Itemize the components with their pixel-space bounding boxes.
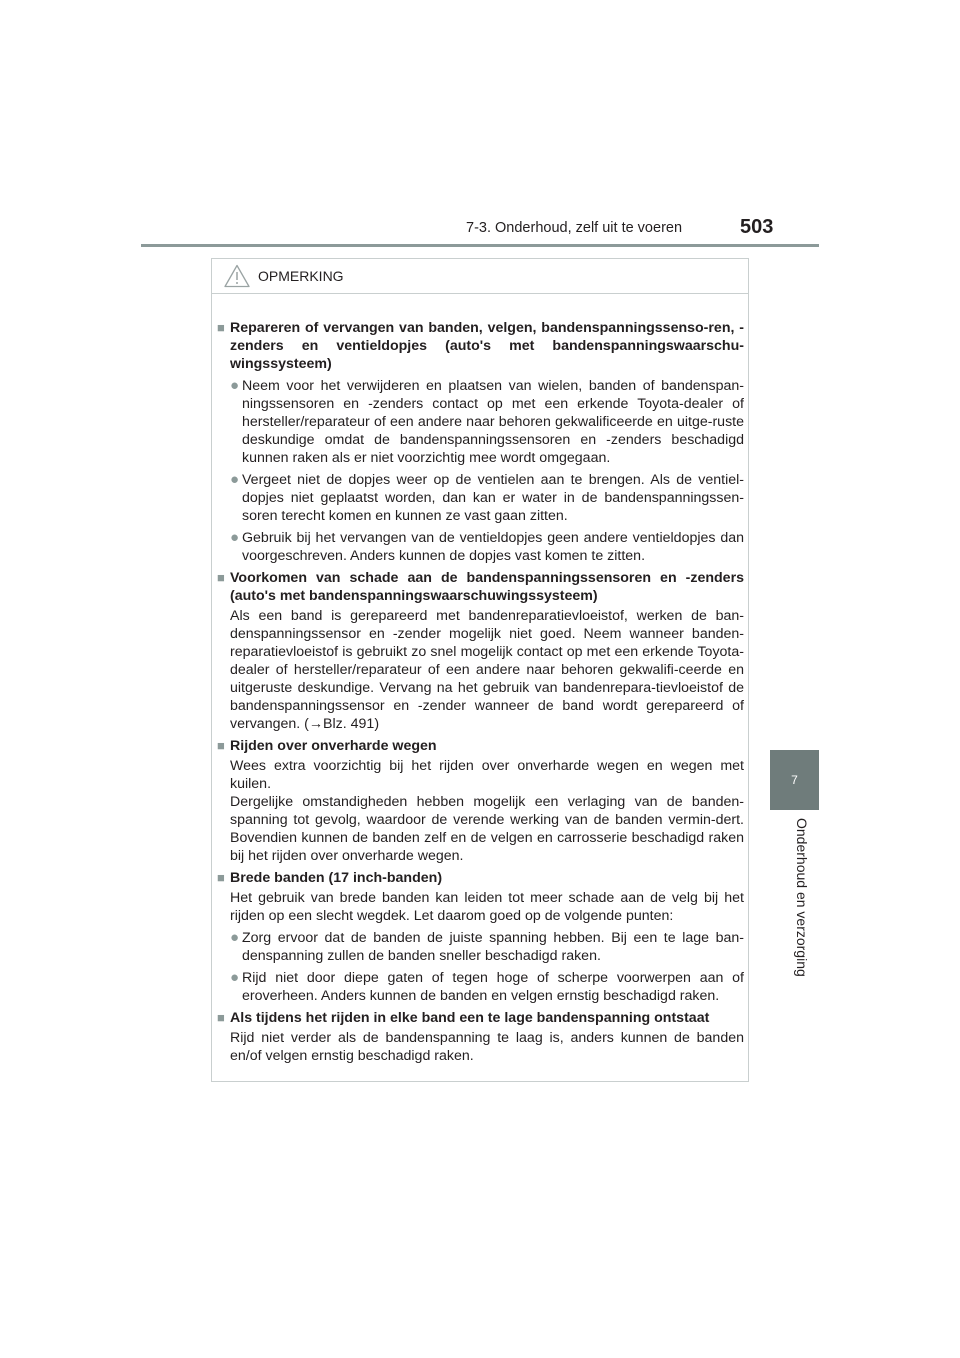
circle-bullet-icon: ● (229, 929, 239, 946)
section-wide-tires (217, 869, 744, 1005)
section-tire-repair (217, 319, 744, 565)
section-title: Voorkomen van schade aan de bandenspanningssensoren en -zenders (auto's met bandenspanningswaarschuwingssysteem) (230, 570, 744, 604)
section-header: 7-3. Onderhoud, zelf uit te voeren (466, 220, 683, 236)
paragraph: Rijd niet verder als de bandenspanning te laag is, anders kunnen de banden en/of velgen ernstig beschadigd raken. (230, 1030, 744, 1064)
paragraph: Dergelijke omstandigheden hebben mogelijk een verlaging van de banden-spanning tot gevolg, waardoor de verende werking van de banden vermin-dert. Bovendien kunnen de banden zelf en de velgen en carrosserie beschadigd raken bij het rijden over onverharde wegen. (230, 794, 744, 864)
circle-bullet-icon: ● (229, 529, 239, 546)
list-item: ● Neem voor het verwijderen en plaatsen van wielen, banden of bandenspan-ningssensoren en -zenders contact op met een erkende Toyota-dealer of hersteller/reparateur of een andere naar behoren gekwalificeerde en uitge-ruste deskundige omdat de bandenspanningssensoren en -zenders beschadigd kunnen raken als er niet voorzichtig mee wordt omgegaan. (217, 377, 744, 467)
circle-bullet-icon: ● (229, 471, 239, 488)
list-item: ● Gebruik bij het vervangen van de ventieldopjes geen andere ventieldopjes dan voorgeschreven. Anders kunnen de dopjes vast komen te zitten. (217, 529, 744, 565)
header-rule (141, 244, 819, 247)
square-bullet-icon: ■ (217, 870, 225, 885)
square-bullet-icon: ■ (217, 320, 225, 335)
square-bullet-icon: ■ (217, 570, 225, 585)
section-title: Repareren of vervangen van banden, velgen, bandenspanningssenso-ren, -zenders en ventieldopjes (auto's met bandenspanningswaarschu-wingssysteem) (230, 320, 744, 372)
notice-divider (212, 293, 748, 294)
section-title: Rijden over onverharde wegen (230, 738, 437, 754)
notice-title: OPMERKING (258, 268, 344, 284)
chapter-tab: 7 (770, 750, 819, 810)
page-number: 503 (740, 216, 774, 238)
list-item: ● Zorg ervoor dat de banden de juiste spanning hebben. Bij een te lage ban-denspanning zullen de banden sneller beschadigd raken. (217, 929, 744, 965)
notice-content (217, 319, 744, 1069)
list-item: ● Rijd niet door diepe gaten of tegen hoge of scherpe voorwerpen aan of eroverheen. Anders kunnen de banden en velgen ernstig beschadigd raken. (217, 969, 744, 1005)
square-bullet-icon: ■ (217, 738, 225, 753)
section-title: Brede banden (17 inch-banden) (230, 870, 443, 886)
chapter-label: Onderhoud en verzorging (794, 818, 810, 977)
notice-box (211, 258, 749, 1082)
circle-bullet-icon: ● (229, 377, 239, 394)
section-low-pressure (217, 1009, 744, 1065)
section-title: Als tijdens het rijden in elke band een te lage bandenspanning ontstaat (230, 1010, 710, 1026)
section-unpaved-roads (217, 737, 744, 865)
notice-header (224, 263, 344, 289)
square-bullet-icon: ■ (217, 1010, 225, 1025)
paragraph: Als een band is gerepareerd met bandenreparatievloeistof, werken de ban-denspanningssensor en -zender mogelijk niet goed. Neem wanneer banden-reparatievloeistof is gebruikt zo snel mogelijk contact op met een erkende Toyota-dealer of hersteller/reparateur of een andere naar behoren gekwalifi-ceerde en uitgeruste deskundige. Vervang na het gebruik van bandenrepara-tievloeistof de bandenspanningssensor en -zender wanneer de band wordt gerepareerd of vervangen. (→Blz. 491) (230, 608, 744, 732)
list-item: ● Vergeet niet de dopjes weer op de ventielen aan te brengen. Als de ventiel-dopjes niet geplaatst worden, dan kan er water in de bandenspanningssen-soren terecht komen en kunnen ze vast gaan zitten. (217, 471, 744, 525)
section-sensor-damage (217, 569, 744, 733)
circle-bullet-icon: ● (229, 969, 239, 986)
paragraph: Wees extra voorzichtig bij het rijden over onverharde wegen en wegen met kuilen. (230, 758, 744, 792)
warning-triangle-icon (224, 264, 250, 288)
paragraph: Het gebruik van brede banden kan leiden tot meer schade aan de velg bij het rijden op een slecht wegdek. Let daarom goed op de volgende punten: (230, 890, 744, 924)
